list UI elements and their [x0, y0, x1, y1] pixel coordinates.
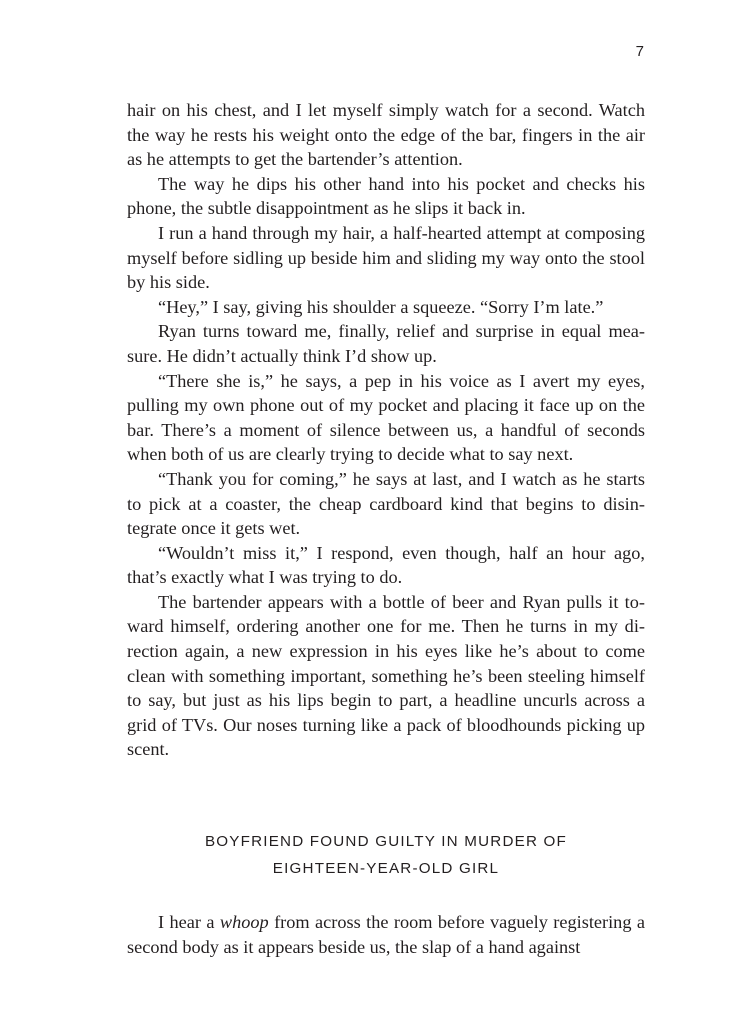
italic-word: whoop	[219, 912, 269, 932]
paragraph-7: “Thank you for coming,” he says at last, and I watch as he starts to pick at a coaster, the cheap cardboard kind that begins to disintegrate once it gets wet.	[127, 468, 645, 539]
headline-line-2: EIGHTEEN-YEAR-OLD GIRL	[272, 860, 500, 877]
news-headline	[127, 828, 645, 882]
paragraph-5: Ryan turns toward me, finally, relief and surprise in equal measure. He didn’t actually think I’d show up.	[127, 321, 645, 366]
paragraph-9: The bartender appears with a bottle of beer and Ryan pulls it toward himself, ordering another one for me. Then he turns in my direction again, a new expression in his eyes like he’s about to come clean with something important, something he’s been steeling himself to say, but just as his lips begin to part, a headline uncurls across a grid of TVs. Our noses turning like a pack of bloodhounds picking up scent.	[127, 591, 645, 760]
body-text-top	[127, 98, 645, 762]
paragraph-10-end: from across the room before vaguely registering a second body as it appears beside us, the slap of a hand against	[127, 912, 645, 957]
body-text-bottom	[127, 910, 645, 959]
paragraph-3: I run a hand through my hair, a half-hearted attempt at composing myself before sidling up beside him and sliding my way onto the stool by his side.	[127, 222, 645, 293]
headline-line-1: BOYFRIEND FOUND GUILTY IN MURDER OF	[204, 833, 568, 850]
paragraph-2: The way he dips his other hand into his pocket and checks his phone, the subtle disappointment as he slips it back in.	[127, 173, 645, 219]
paragraph-1: hair on his chest, and I let myself simply watch for a second. Watch the way he rests his weight onto the edge of the bar, fingers in the air as he attempts to get the bartender’s attention.	[127, 100, 645, 170]
page-number: 7	[635, 43, 644, 60]
paragraph-8: “Wouldn’t miss it,” I respond, even though, half an hour ago, that’s exactly what I was trying to do.	[127, 542, 645, 588]
paragraph-6: “There she is,” he says, a pep in his voice as I avert my eyes, pulling my own phone out of my pocket and placing it face up on the bar. There’s a moment of silence between us, a handful of seconds when both of us are clearly trying to decide what to say next.	[127, 370, 645, 465]
paragraph-10	[127, 910, 645, 959]
paragraph-4: “Hey,” I say, giving his shoulder a squeeze. “Sorry I’m late.”	[158, 296, 604, 317]
paragraph-10-start: I hear a	[158, 912, 220, 932]
